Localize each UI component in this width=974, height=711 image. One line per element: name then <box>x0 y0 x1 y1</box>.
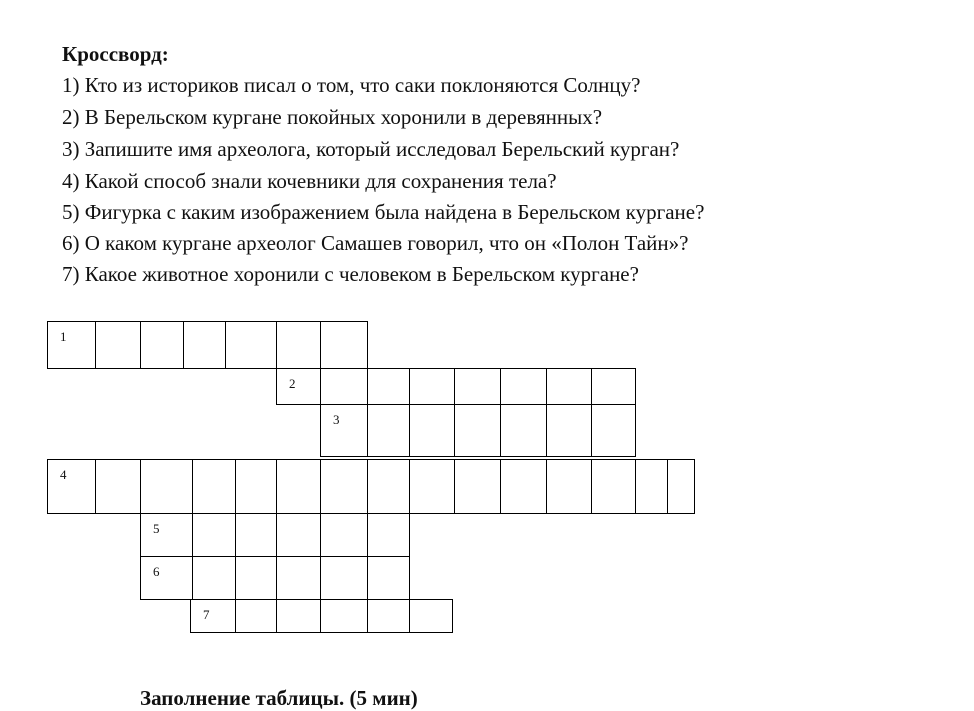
crossword-cell-row1[interactable] <box>47 321 96 369</box>
crossword-cell-row4[interactable] <box>500 459 547 514</box>
crossword-cell-row1[interactable] <box>276 321 321 369</box>
crossword-cell-row6[interactable] <box>235 556 277 600</box>
crossword-cell-row5[interactable] <box>192 513 236 557</box>
crossword-cell-row6[interactable] <box>367 556 410 600</box>
crossword-cell-row7[interactable] <box>190 599 236 633</box>
question-4: 4) Какой способ знали кочевники для сохранения тела? <box>62 169 557 193</box>
clue-number: 4 <box>60 467 67 482</box>
crossword-cell-row2[interactable] <box>500 368 547 405</box>
crossword-cell-row1[interactable] <box>183 321 226 369</box>
crossword-cell-row7[interactable] <box>367 599 410 633</box>
crossword-cell-row4[interactable] <box>454 459 501 514</box>
crossword-cell-row1[interactable] <box>320 321 368 369</box>
crossword-cell-row4[interactable] <box>320 459 368 514</box>
crossword-cell-row2[interactable] <box>454 368 501 405</box>
crossword-cell-row2[interactable] <box>320 368 368 405</box>
question-1: 1) Кто из историков писал о том, что саки поклоняются Солнцу? <box>62 73 641 97</box>
question-6: 6) О каком кургане археолог Самашев говорил, что он «Полон Тайн»? <box>62 231 689 255</box>
crossword-cell-row4[interactable] <box>235 459 277 514</box>
crossword-cell-row2[interactable] <box>276 368 321 405</box>
crossword-cell-row4[interactable] <box>192 459 236 514</box>
crossword-cell-row6[interactable] <box>192 556 236 600</box>
crossword-cell-row4[interactable] <box>47 459 96 514</box>
clue-number: 6 <box>153 564 160 579</box>
question-3: 3) Запишите имя археолога, который исследовал Берельский курган? <box>62 137 680 161</box>
question-2: 2) В Берельском кургане покойных хоронили в деревянных? <box>62 105 603 129</box>
crossword-cell-row7[interactable] <box>235 599 277 633</box>
clue-number: 3 <box>333 412 340 427</box>
crossword-cell-row3[interactable] <box>320 404 368 457</box>
crossword-cell-row5[interactable] <box>235 513 277 557</box>
crossword-cell-row1[interactable] <box>225 321 277 369</box>
crossword-cell-row1[interactable] <box>95 321 141 369</box>
crossword-cell-row4[interactable] <box>409 459 455 514</box>
question-7: 7) Какое животное хоронили с человеком в Берельском кургане? <box>62 262 639 286</box>
crossword-cell-row4[interactable] <box>546 459 592 514</box>
crossword-cell-row5[interactable] <box>367 513 410 557</box>
crossword-cell-row4[interactable] <box>140 459 193 514</box>
crossword-cell-row4[interactable] <box>635 459 668 514</box>
clue-number: 1 <box>60 329 67 344</box>
crossword-cell-row4[interactable] <box>591 459 636 514</box>
crossword-cell-row5[interactable] <box>140 513 193 557</box>
crossword-cell-row4[interactable] <box>667 459 695 514</box>
crossword-cell-row3[interactable] <box>367 404 410 457</box>
crossword-cell-row7[interactable] <box>409 599 453 633</box>
crossword-cell-row2[interactable] <box>367 368 410 405</box>
crossword-cell-row5[interactable] <box>276 513 321 557</box>
clue-number: 7 <box>203 607 210 622</box>
question-5: 5) Фигурка с каким изображением была найдена в Берельском кургане? <box>62 200 705 224</box>
crossword-cell-row3[interactable] <box>454 404 501 457</box>
crossword-cell-row3[interactable] <box>591 404 636 457</box>
crossword-cell-row6[interactable] <box>276 556 321 600</box>
crossword-cell-row5[interactable] <box>320 513 368 557</box>
page-title: Кроссворд: <box>62 42 169 66</box>
clue-number: 5 <box>153 521 160 536</box>
crossword-cell-row7[interactable] <box>320 599 368 633</box>
clue-number: 2 <box>289 376 296 391</box>
crossword-cell-row4[interactable] <box>95 459 141 514</box>
crossword-cell-row7[interactable] <box>276 599 321 633</box>
crossword-cell-row6[interactable] <box>320 556 368 600</box>
crossword-cell-row3[interactable] <box>500 404 547 457</box>
crossword-cell-row4[interactable] <box>276 459 321 514</box>
crossword-cell-row1[interactable] <box>140 321 184 369</box>
crossword-cell-row3[interactable] <box>546 404 592 457</box>
crossword-cell-row3[interactable] <box>409 404 455 457</box>
crossword-cell-row2[interactable] <box>591 368 636 405</box>
crossword-cell-row2[interactable] <box>409 368 455 405</box>
crossword-cell-row6[interactable] <box>140 556 193 600</box>
footer-text: Заполнение таблицы. (5 мин) <box>140 686 418 710</box>
crossword-cell-row2[interactable] <box>546 368 592 405</box>
crossword-cell-row4[interactable] <box>367 459 410 514</box>
